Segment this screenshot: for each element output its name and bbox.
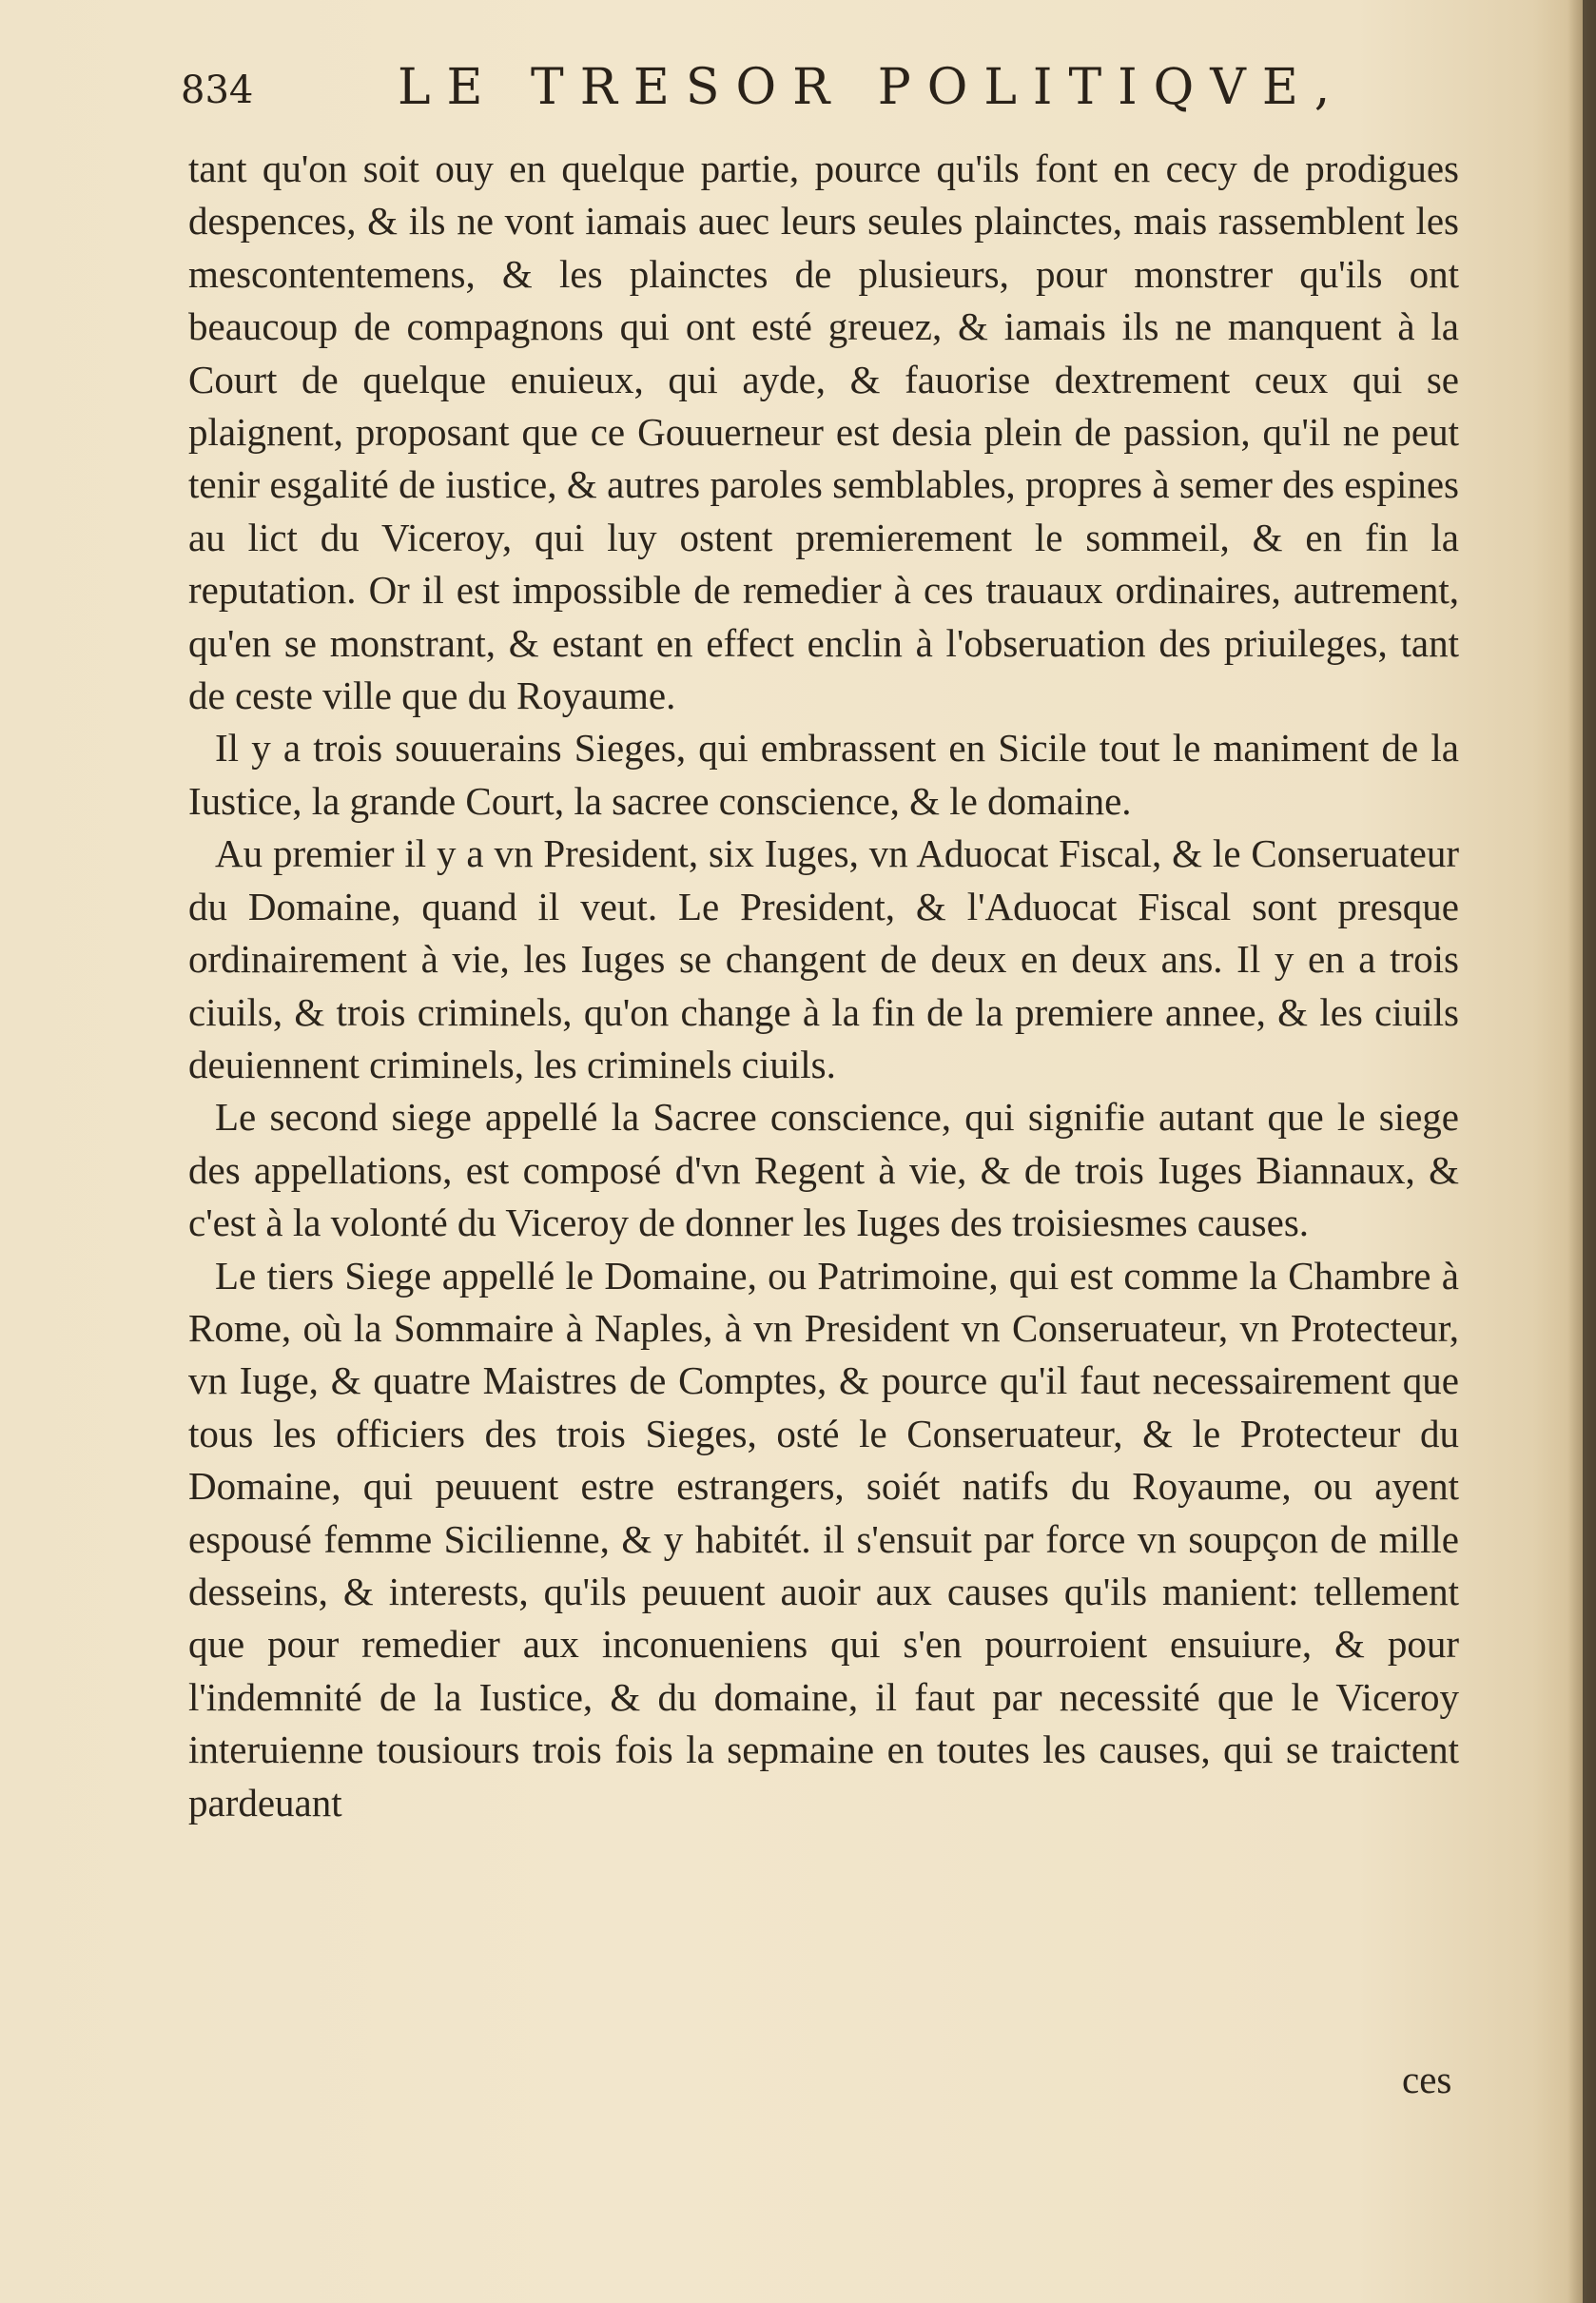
running-title: LE TRESOR POLITIQVE, bbox=[398, 59, 1347, 116]
page-header bbox=[181, 59, 1465, 135]
paragraph: Il y a trois souuerains Sieges, qui embrassent en Sicile tout le maniment de la Iustice, la grande Court, la sacree conscience, & le domaine. bbox=[188, 726, 1459, 823]
paragraph: Le tiers Siege appellé le Domaine, ou Patrimoine, qui est comme la Chambre à Rome, où la Sommaire à Naples, à vn President vn Conseruateur, vn Protecteur, vn Iuge, & quatre Maistres de Comptes, & pource qu'il faut necessairement que tous les officiers des trois Sieges, osté le Conseruateur, & le Protecteur du Domaine, qui peuuent estre estrangers, soiét natifs du Royaume, ou ayent espousé femme Sicilienne, & y habitét. il s'ensuit par force vn soupçon de mille desseins, & interests, qu'ils peuuent auoir aux causes qu'ils manient: tellement que pour remedier aux inconueniens qui s'en pourroient ensuiure, & pour l'indemnité de la Iustice, & du domaine, il faut par necessité que le Viceroy interuienne tousiours trois fois la sepmaine en toutes les causes, qui se traictent pardeuant bbox=[188, 1253, 1459, 1825]
paragraph: Au premier il y a vn President, six Iuges, vn Aduocat Fiscal, & le Conseruateur du Domaine, quand il veut. Le President, & l'Aduocat Fiscal sont presque ordinairement à vie, les Iuges se changent de deux en deux ans. Il y en a trois ciuils, & trois criminels, qu'on change à la fin de la premiere annee, & les ciuils deuiennent criminels, les criminels ciuils. bbox=[188, 831, 1459, 1086]
body-text bbox=[188, 143, 1459, 1829]
page-edge bbox=[1583, 0, 1596, 2303]
catchword: ces bbox=[1402, 2058, 1452, 2101]
paragraph-continued: tant qu'on soit ouy en quelque partie, pource qu'ils font en cecy de prodigues despences, & ils ne vont iamais auec leurs seules plainctes, mais rassemblent les mescontentemens, & les plainctes de plusieurs, pour monstrer qu'ils ont beaucoup de compagnons qui ont esté greuez, & iamais ils ne manquent à la Court de quelque enuieux, qui ayde, & fauorise dextrement ceux qui se plaignent, proposant que ce Gouuerneur est desia plein de passion, qu'il ne peut tenir esgalité de iustice, & autres paroles semblables, propres à semer des espines au lict du Viceroy, qui luy ostent premierement le sommeil, & en fin la reputation. Or il est impossible de remedier à ces trauaux ordinaires, autrement, qu'en se monstrant, & estant en effect enclin à l'obseruation des priuileges, tant de ceste ville que du Royaume. bbox=[188, 146, 1459, 718]
paragraph: Le second siege appellé la Sacree conscience, qui signifie autant que le siege des appellations, est composé d'vn Regent à vie, & de trois Iuges Biannaux, & c'est à la volonté du Viceroy de donner les Iuges des troisiesmes causes. bbox=[188, 1095, 1459, 1245]
page-number: 834 bbox=[181, 68, 254, 112]
